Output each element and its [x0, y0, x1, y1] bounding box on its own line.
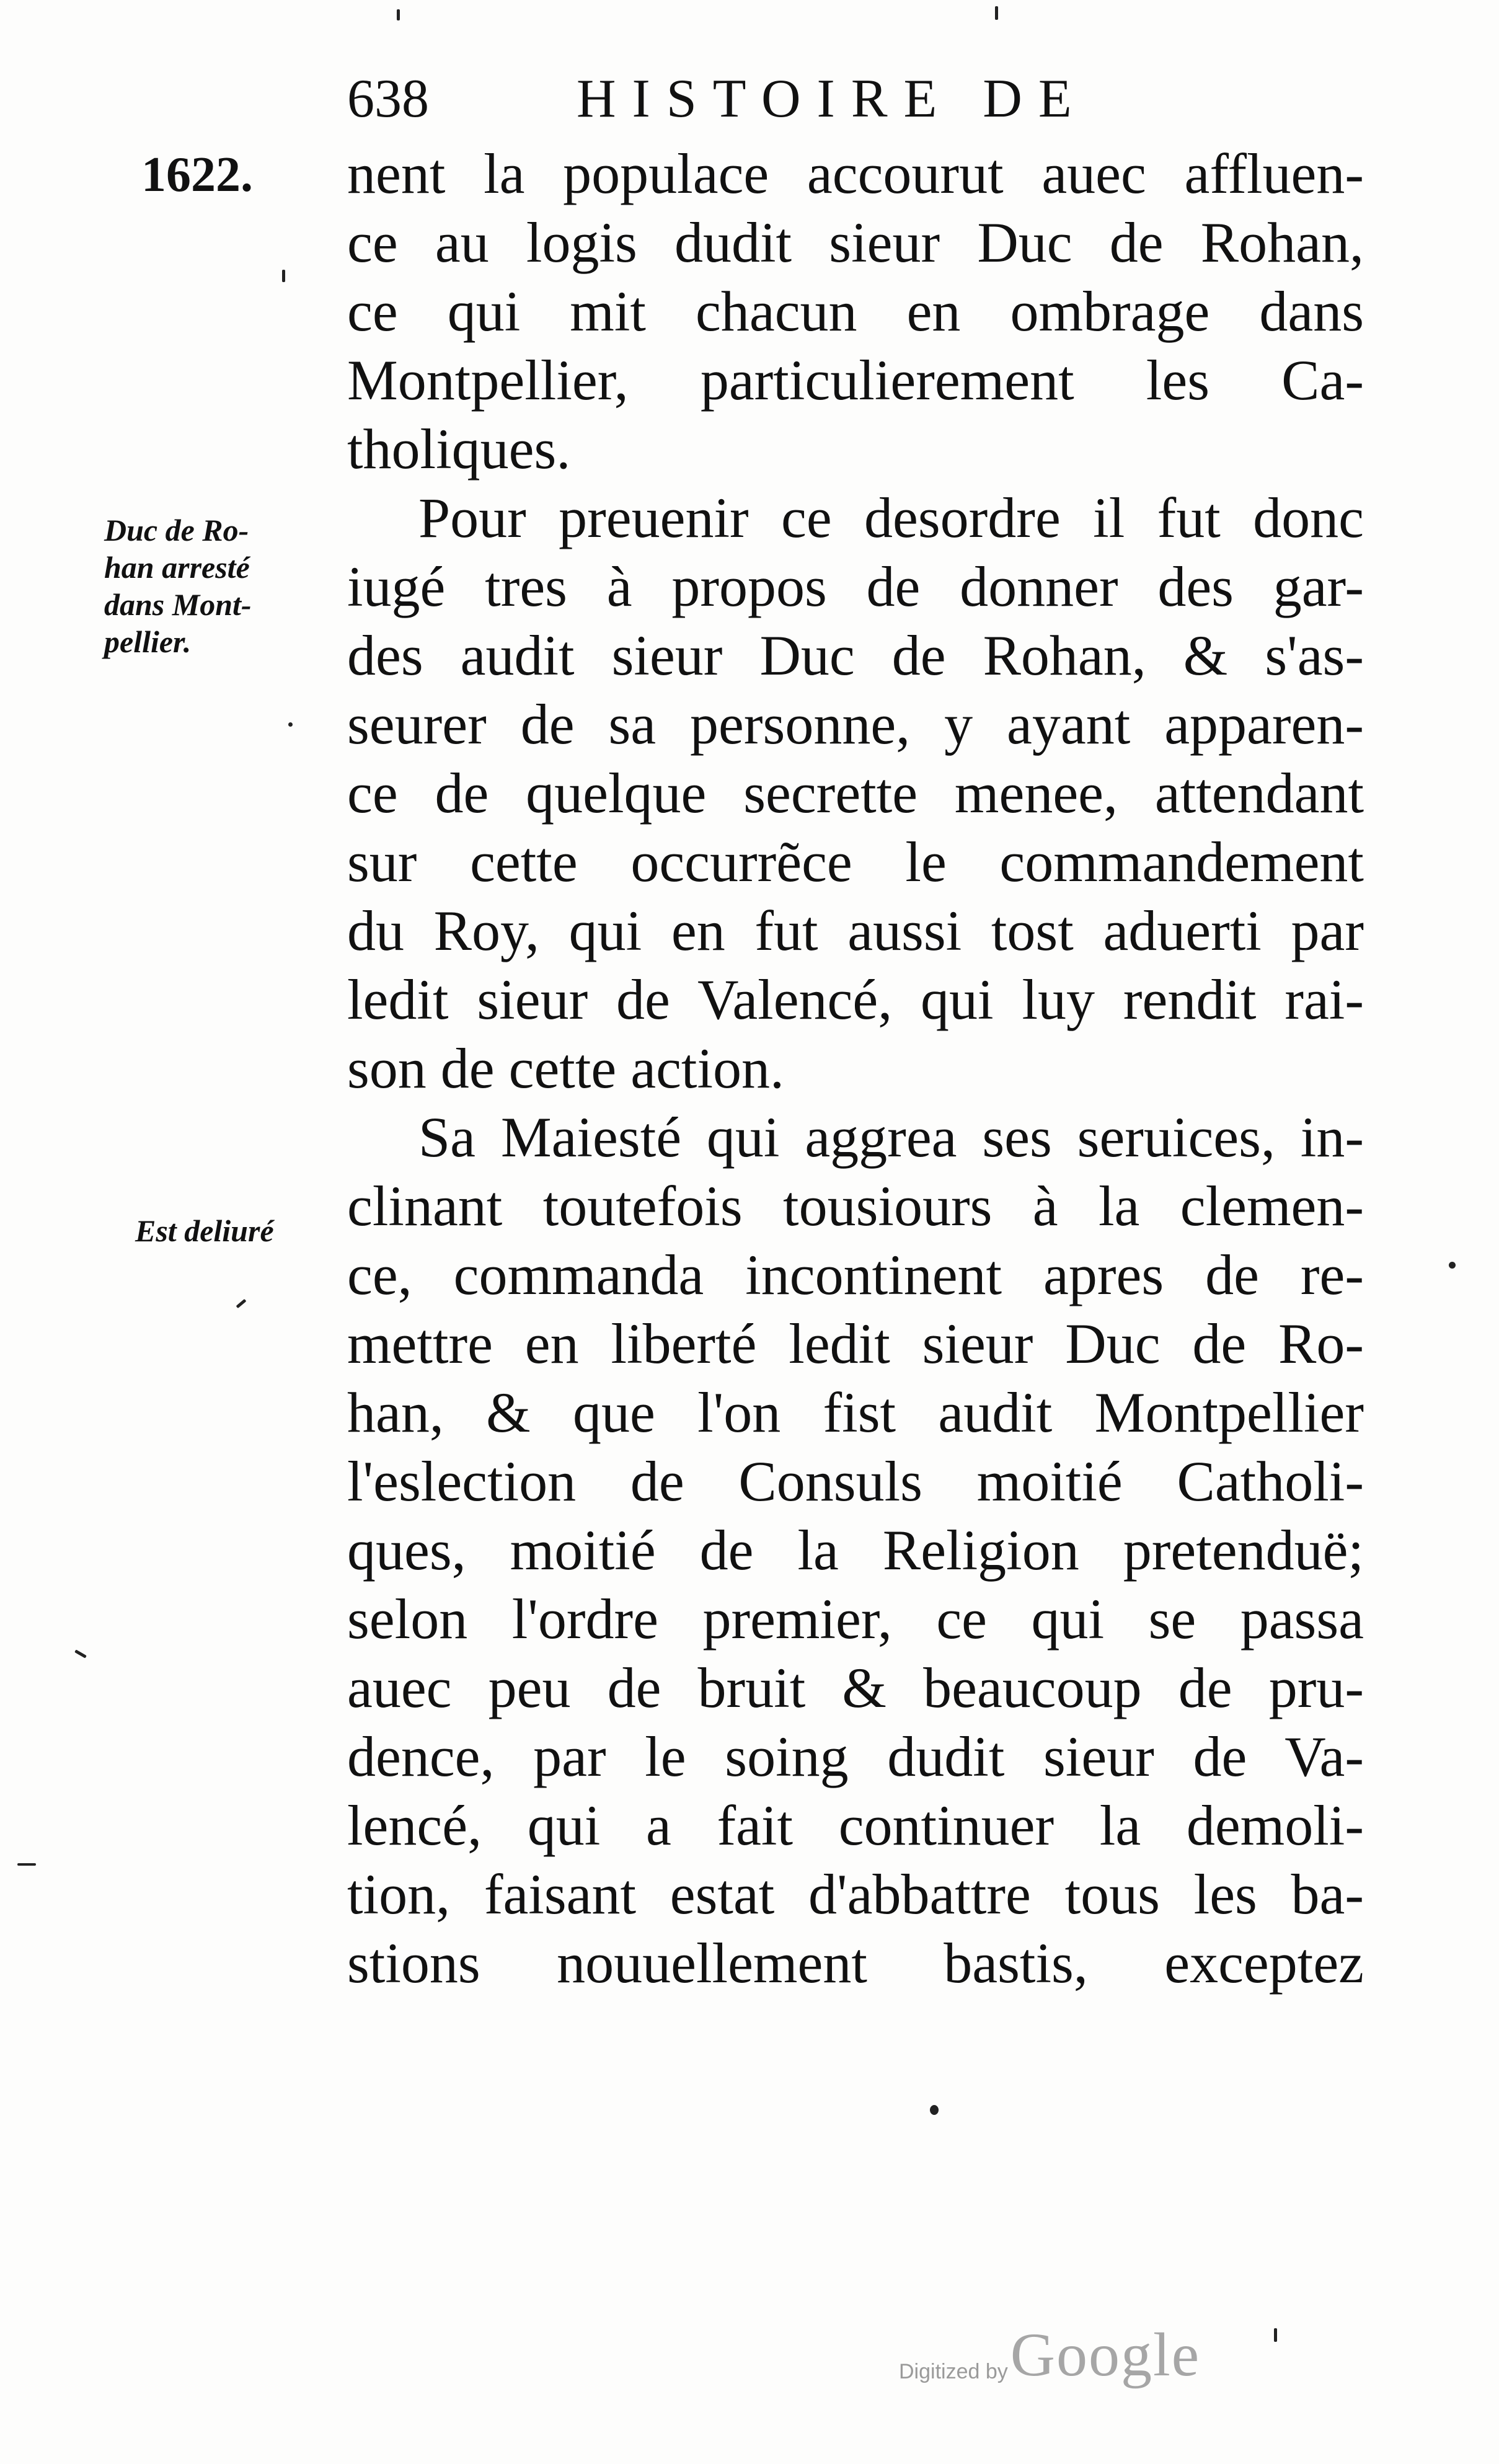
text-line: mettre en liberté ledit sieur Duc de Ro- [347, 1312, 1364, 1375]
margin-note-line: pellier. [104, 624, 192, 659]
ink-speck [288, 722, 293, 727]
text-line: han, & que l'on fist audit Montpellier [347, 1381, 1364, 1444]
ink-speck [282, 270, 285, 282]
margin-note-rohan-arrested [104, 512, 252, 660]
text-line: Sa Maiesté qui aggrea ses seruices, in- [418, 1106, 1364, 1169]
text-line: ce, commanda incontinent apres de re- [347, 1243, 1364, 1306]
margin-note-line: Duc de Ro- [104, 513, 249, 547]
ink-speck [397, 9, 400, 20]
ink-speck [1449, 1262, 1456, 1269]
ink-speck [236, 1299, 246, 1308]
ink-speck [1274, 2328, 1277, 2342]
ink-speck [17, 1863, 36, 1866]
running-header [347, 65, 1227, 133]
text-line: lencé, qui a fait continuer la demoli- [347, 1794, 1364, 1857]
page-number: 638 [347, 69, 429, 129]
digitization-watermark [899, 2319, 1200, 2393]
margin-note-line: han arresté [104, 550, 250, 585]
text-line: tion, faisant estat d'abbattre tous les ba- [347, 1863, 1364, 1926]
text-line: nent la populace accourut auec affluen- [347, 142, 1364, 205]
text-line: seurer de sa personne, y ayant apparen- [347, 693, 1364, 756]
text-line: du Roy, qui en fut aussi tost aduerti par [347, 899, 1364, 962]
text-line: Pour preuenir ce desordre il fut donc [418, 486, 1364, 549]
text-line: ledit sieur de Valencé, qui luy rendit rai- [347, 968, 1364, 1031]
running-title: HISTOIRE DE [577, 69, 1088, 129]
margin-note-line: dans Mont- [104, 587, 252, 622]
text-line: iugé tres à propos de donner des gar- [347, 555, 1364, 618]
margin-year: 1622. [141, 148, 253, 202]
text-line: Montpellier, particulierement les Ca- [347, 348, 1364, 412]
watermark-brand: Google [1010, 2320, 1201, 2389]
text-line: auec peu de bruit & beaucoup de pru- [347, 1656, 1364, 1719]
margin-note-delivered: Est deliuré [135, 1213, 274, 1248]
text-line: clinant toutefois tousiours à la clemen- [347, 1174, 1364, 1238]
text-line: ce qui mit chacun en ombrage dans [347, 280, 1364, 343]
text-line: selon l'ordre premier, ce qui se passa [347, 1587, 1364, 1651]
text-line: ce au logis dudit sieur Duc de Rohan, [347, 211, 1364, 274]
text-line: stions nouuellement bastis, exceptez [347, 1931, 1364, 1995]
text-line: ce de quelque secrette menee, attendant [347, 761, 1364, 825]
ink-speck [995, 6, 998, 20]
ink-speck [74, 1649, 87, 1658]
text-line: dence, par le soing dudit sieur de Va- [347, 1725, 1364, 1788]
watermark-prefix: Digitized by [899, 2360, 1008, 2383]
text-line: tholiques. [347, 417, 571, 481]
text-line: l'eslection de Consuls moitié Catholi- [347, 1450, 1364, 1513]
ink-speck [930, 2105, 939, 2115]
text-line: sur cette occurrẽce le commandement [347, 830, 1364, 893]
text-line: des audit sieur Duc de Rohan, & s'as- [347, 624, 1364, 687]
text-line: son de cette action. [347, 1037, 785, 1100]
text-line: ques, moitié de la Religion pretenduë; [347, 1518, 1364, 1582]
body-text [347, 140, 1364, 1998]
